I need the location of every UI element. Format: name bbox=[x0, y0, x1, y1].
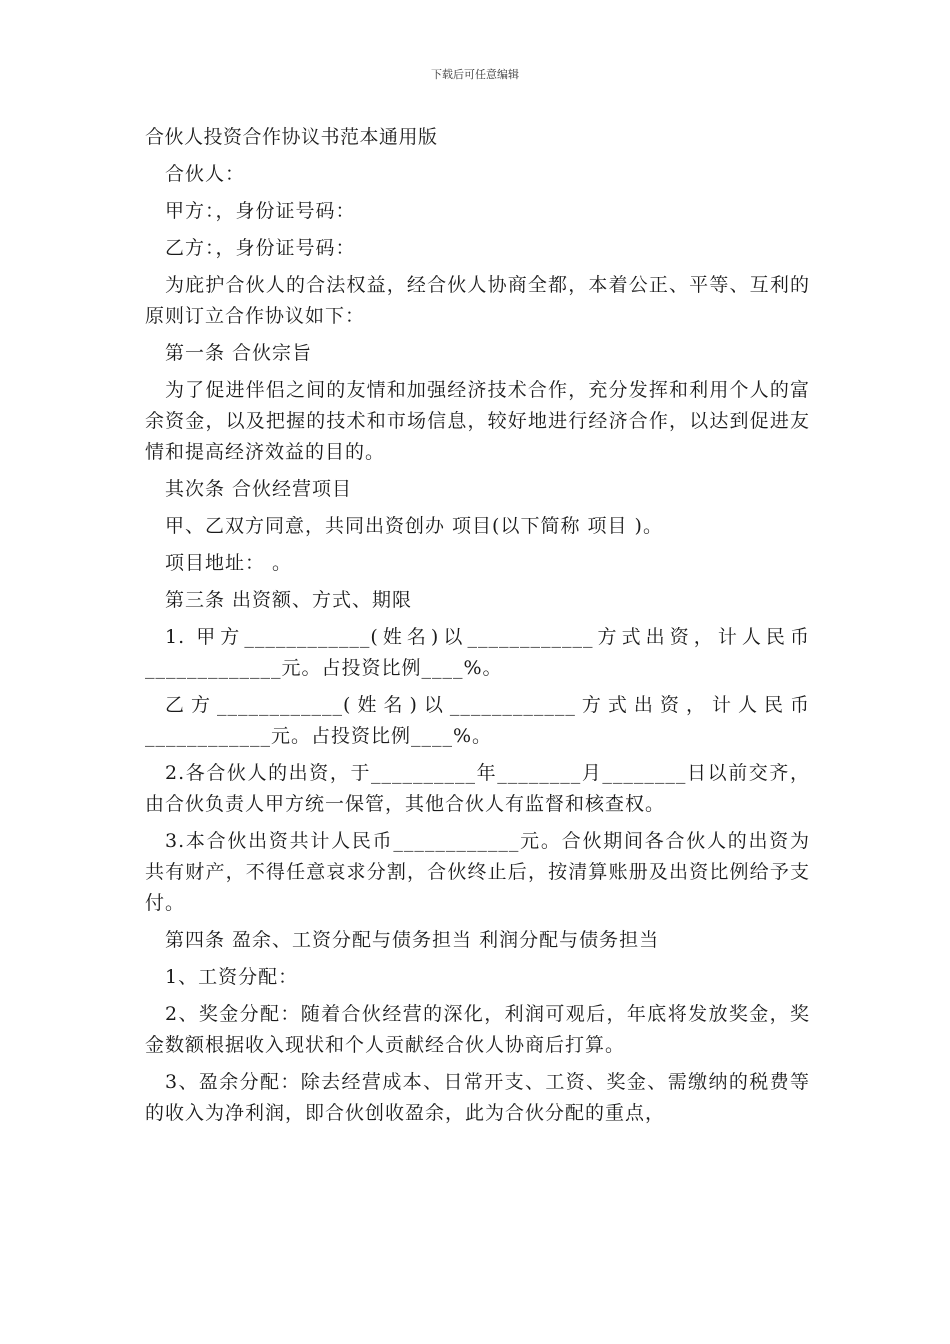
article-4-item-2: 2、奖金分配：随着合伙经营的深化，利润可观后，年底将发放奖金，奖金数额根据收入现状和个人贡献经合伙人协商后打算。 bbox=[145, 1003, 810, 1056]
page-header-note: 下载后可任意编辑 bbox=[431, 68, 519, 81]
article-3-item-2: 2.各合伙人的出资，于__________年________月________日以前交齐，由合伙负责人甲方统一保管，其他合伙人有监督和核查权。 bbox=[145, 762, 810, 815]
article-2-body: 甲、乙双方同意，共同出资创办 项目(以下简称 项目 )。 bbox=[165, 515, 663, 537]
article-1-body: 为了促进伴侣之间的友情和加强经济技术合作，充分发挥和利用个人的富余资金，以及把握的技术和市场信息，较好地进行经济合作，以达到促进友情和提高经济效益的目的。 bbox=[145, 379, 810, 463]
paragraph-party-b: 乙方：，身份证号码： bbox=[165, 237, 356, 259]
article-4-heading: 第四条 盈余、工资分配与债务担当 利润分配与债务担当 bbox=[165, 929, 660, 951]
paragraph-party-a: 甲方：，身份证号码： bbox=[165, 200, 356, 222]
article-3-item-1-party-a: 1. 甲方____________(姓名)以____________方式出资，计人民币_____________元。占投资比例____%。 bbox=[145, 626, 810, 679]
document-title: 合伙人投资合作协议书范本通用版 bbox=[145, 126, 438, 148]
paragraph-preamble: 为庇护合伙人的合法权益，经合伙人协商全都，本着公正、平等、互利的原则订立合作协议如下： bbox=[145, 274, 810, 327]
article-3-heading: 第三条 出资额、方式、期限 bbox=[165, 589, 413, 611]
article-3-item-3: 3.本合伙出资共计人民币____________元。合伙期间各合伙人的出资为共有财产，不得任意哀求分割，合伙终止后，按清算账册及出资比例给予支付。 bbox=[145, 830, 810, 914]
article-4-item-1: 1、工资分配： bbox=[165, 966, 299, 988]
document-body bbox=[145, 122, 810, 1129]
article-4-item-3: 3、盈余分配：除去经营成本、日常开支、工资、奖金、需缴纳的税费等的收入为净利润，即合伙创收盈余，此为合伙分配的重点， bbox=[145, 1071, 810, 1124]
article-2-heading: 其次条 合伙经营项目 bbox=[165, 478, 353, 500]
project-address: 项目地址： 。 bbox=[165, 552, 293, 574]
paragraph-partners: 合伙人： bbox=[165, 163, 246, 185]
article-3-item-1-party-b: 乙方____________(姓名)以____________方式出资，计人民币____________元。占投资比例____%。 bbox=[145, 694, 810, 747]
article-1-heading: 第一条 合伙宗旨 bbox=[165, 342, 313, 364]
